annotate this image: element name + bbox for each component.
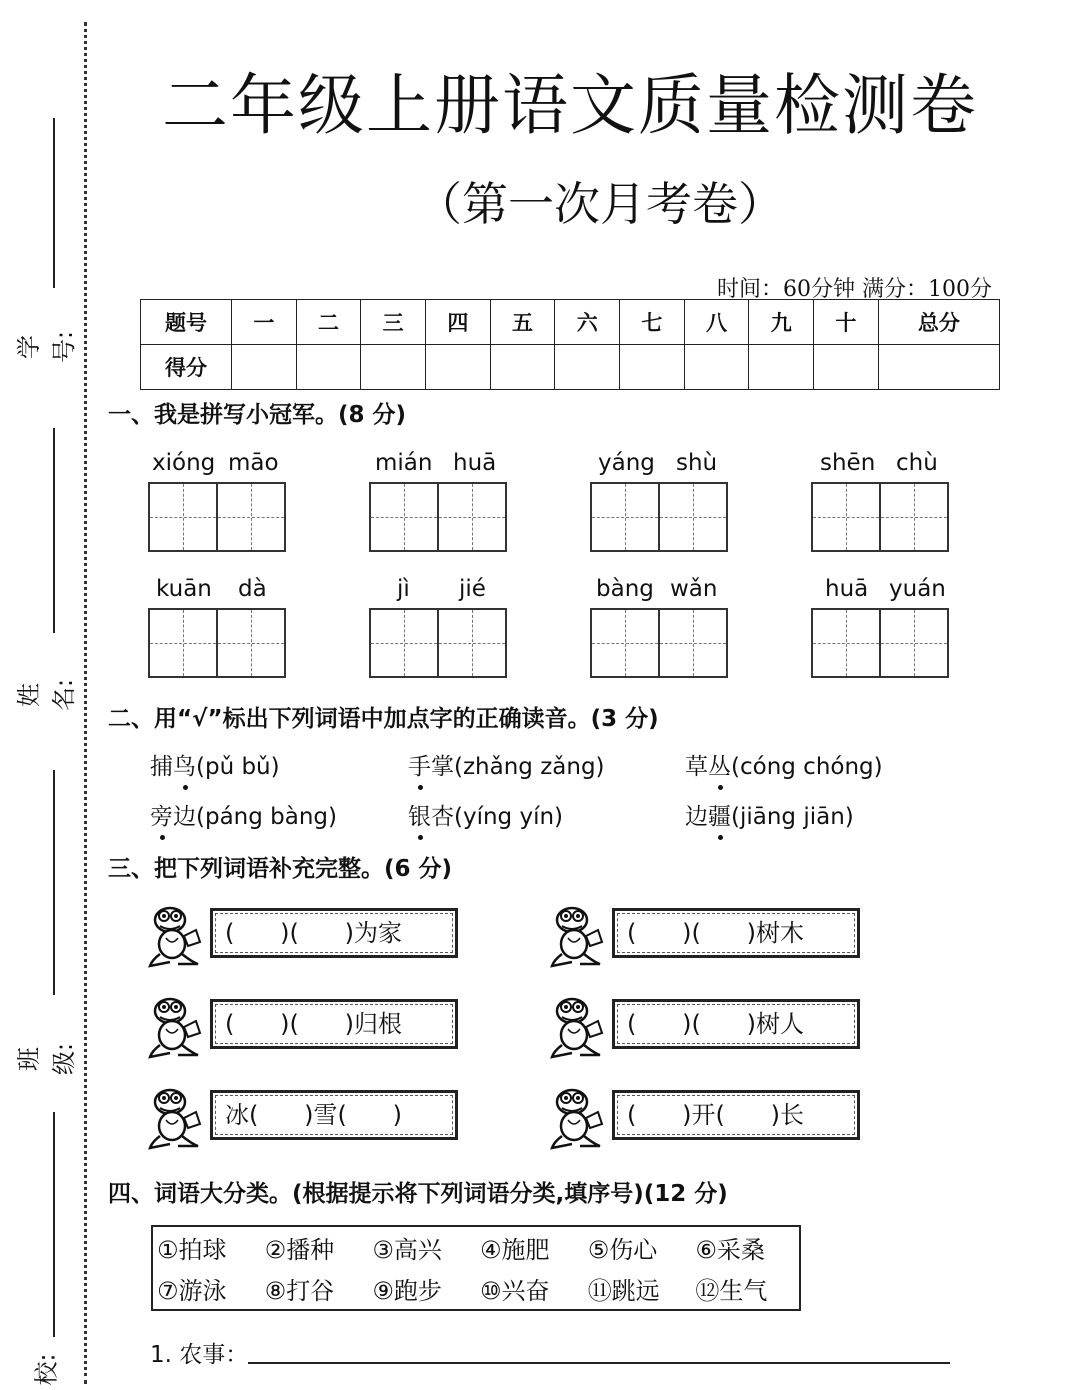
reading-item[interactable]: [150, 748, 280, 781]
score-table: [140, 299, 1000, 390]
pinyin-text: yáng: [598, 450, 655, 476]
pinyin-options: (cóng chóng): [731, 754, 883, 780]
writing-grid-cell[interactable]: [590, 608, 660, 678]
writing-grid-cell[interactable]: [590, 482, 660, 552]
frog-icon: [550, 902, 606, 968]
writing-grid-cell[interactable]: [216, 482, 286, 552]
word-char: 边: [685, 804, 708, 830]
pinyin-options: (pǔ bǔ): [196, 754, 280, 780]
word-option: ⑫生气: [695, 1277, 768, 1305]
score-input-cell[interactable]: [361, 345, 426, 390]
pinyin-text: mián: [375, 450, 433, 476]
word-option: ⑦游泳: [157, 1277, 227, 1305]
idiom-fill-box[interactable]: ( )( )树木: [612, 908, 860, 958]
section-2-title: 二、用“√”标出下列词语中加点字的正确读音。(3 分): [108, 706, 659, 732]
word-option: ⑨跑步: [372, 1277, 442, 1305]
section-1-title: 一、我是拼写小冠军。(8 分): [108, 402, 407, 428]
word-option: ⑩兴奋: [480, 1277, 550, 1305]
idiom-fill-box[interactable]: ( )( )为家: [210, 908, 458, 958]
table-cell: 二: [296, 300, 361, 345]
idiom-fill-box[interactable]: 冰( )雪( ): [210, 1090, 458, 1140]
pinyin-text: dà: [238, 576, 267, 602]
dotted-char: 旁: [150, 804, 173, 830]
frog-icon: [550, 993, 606, 1059]
writing-grid-cell[interactable]: [437, 482, 507, 552]
word-option: ⑪跳远: [587, 1277, 660, 1305]
table-cell: 七: [620, 300, 685, 345]
pinyin-text: chù: [896, 450, 938, 476]
writing-grid-cell[interactable]: [658, 608, 728, 678]
reading-item[interactable]: [685, 798, 854, 831]
writing-grid-cell[interactable]: [369, 608, 439, 678]
writing-grid-cell[interactable]: [811, 482, 881, 552]
writing-grid-cell[interactable]: [369, 482, 439, 552]
word-row: [153, 1227, 799, 1268]
school-label: 校:: [32, 1353, 61, 1386]
word-row: [153, 1268, 799, 1309]
table-cell: 八: [684, 300, 749, 345]
word-char: 边: [173, 804, 196, 830]
word-char: 草: [685, 754, 708, 780]
writing-grid-cell[interactable]: [658, 482, 728, 552]
table-cell: 题号: [141, 300, 232, 345]
table-cell: 五: [490, 300, 555, 345]
score-input-cell[interactable]: [426, 345, 491, 390]
score-input-cell[interactable]: [684, 345, 749, 390]
student-number-label: 学号:: [15, 330, 78, 364]
pinyin-text: xióng: [152, 450, 216, 476]
word-option: ⑥采桑: [695, 1236, 765, 1264]
table-cell: 四: [426, 300, 491, 345]
table-cell: 十: [814, 300, 879, 345]
pinyin-text: māo: [228, 450, 279, 476]
reading-item[interactable]: [685, 748, 883, 781]
word-option: ⑤伤心: [587, 1236, 658, 1264]
score-input-cell[interactable]: [296, 345, 361, 390]
score-input-cell[interactable]: [232, 345, 297, 390]
reading-item[interactable]: [408, 798, 563, 831]
writing-grid-cell[interactable]: [811, 608, 881, 678]
table-cell: 得分: [141, 345, 232, 390]
word-option: ①拍球: [157, 1236, 227, 1264]
idiom-fill-box[interactable]: ( )( )归根: [210, 999, 458, 1049]
dotted-char: 疆: [708, 804, 731, 830]
page-title: 二年级上册语文质量检测卷: [162, 67, 978, 144]
score-input-cell[interactable]: [878, 345, 999, 390]
score-table-header-row: [141, 300, 1000, 345]
word-char: 掌: [431, 754, 454, 780]
score-input-cell[interactable]: [814, 345, 879, 390]
word-option: ④施肥: [480, 1236, 550, 1264]
section-4-title: 四、词语大分类。(根据提示将下列词语分类,填序号)(12 分): [108, 1181, 728, 1207]
name-line: [53, 428, 55, 633]
frog-icon: [148, 993, 204, 1059]
score-input-cell[interactable]: [490, 345, 555, 390]
question-1-label: 1. 农事：: [150, 1342, 249, 1368]
class-label: 班级:: [15, 1042, 78, 1076]
writing-grid-cell[interactable]: [879, 608, 949, 678]
pinyin-options: (zhǎng zǎng): [454, 754, 605, 780]
idiom-fill-box[interactable]: ( )开( )长: [612, 1090, 860, 1140]
pinyin-text: shù: [676, 450, 718, 476]
class-line: [53, 770, 55, 995]
pinyin-text: huā: [453, 450, 497, 476]
pinyin-text: wǎn: [670, 576, 718, 602]
writing-grid-cell[interactable]: [437, 608, 507, 678]
dotted-char: 丛: [708, 754, 731, 780]
pinyin-text: yuán: [889, 576, 946, 602]
table-cell: 一: [232, 300, 297, 345]
frog-icon: [550, 1084, 606, 1150]
exam-meta: 时间：60分钟 满分：100分: [717, 277, 992, 302]
writing-grid-cell[interactable]: [148, 608, 218, 678]
word-option: ②播种: [264, 1236, 335, 1264]
answer-line[interactable]: [248, 1362, 950, 1364]
reading-item[interactable]: [408, 748, 605, 781]
writing-grid-cell[interactable]: [879, 482, 949, 552]
word-char: 杏: [431, 804, 454, 830]
pinyin-options: (páng bàng): [196, 804, 337, 830]
score-input-cell[interactable]: [555, 345, 620, 390]
writing-grid-cell[interactable]: [148, 482, 218, 552]
name-label: 姓名:: [15, 678, 78, 712]
pinyin-options: (jiāng jiān): [731, 804, 854, 830]
pinyin-text: kuān: [156, 576, 212, 602]
writing-grid-cell[interactable]: [216, 608, 286, 678]
dotted-char: 手: [408, 754, 431, 780]
reading-item[interactable]: [150, 798, 337, 831]
frog-icon: [148, 1084, 204, 1150]
word-option: ⑧打谷: [264, 1277, 335, 1305]
table-cell: 总分: [878, 300, 999, 345]
pinyin-text: jì: [397, 576, 410, 602]
table-cell: 九: [749, 300, 814, 345]
word-option: ③高兴: [372, 1236, 442, 1264]
word-char: 捕: [150, 754, 173, 780]
table-cell: 三: [361, 300, 426, 345]
dotted-char: 银: [408, 804, 431, 830]
pinyin-text: shēn: [820, 450, 876, 476]
pinyin-options: (yíng yín): [454, 804, 564, 830]
dotted-char: 鸟: [173, 754, 196, 780]
table-cell: 六: [555, 300, 620, 345]
score-input-cell[interactable]: [620, 345, 685, 390]
section-3-title: 三、把下列词语补充完整。(6 分): [108, 856, 453, 882]
frog-icon: [148, 902, 204, 968]
score-input-cell[interactable]: [749, 345, 814, 390]
pinyin-text: bàng: [596, 576, 654, 602]
score-table-score-row: [141, 345, 1000, 390]
school-line: [53, 1112, 55, 1337]
page-subtitle: （第一次月考卷）: [416, 177, 784, 231]
word-list-box: [151, 1225, 801, 1311]
pinyin-text: huā: [825, 576, 869, 602]
idiom-fill-box[interactable]: ( )( )树人: [612, 999, 860, 1049]
pinyin-text: jié: [459, 576, 486, 602]
